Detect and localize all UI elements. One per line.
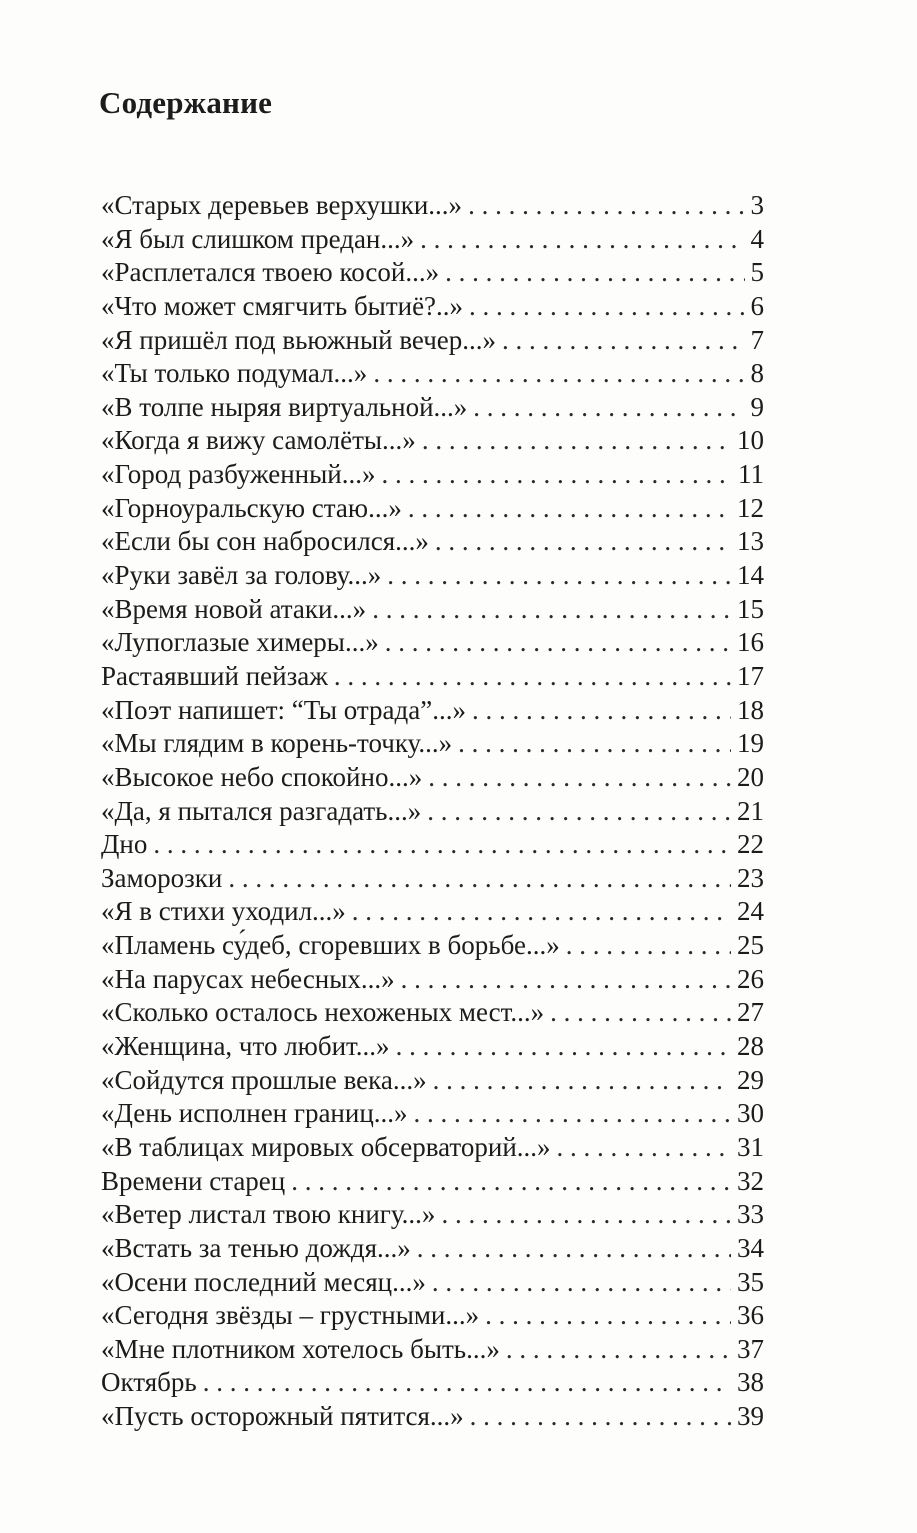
- dot-leader: [408, 492, 731, 526]
- dot-leader: [385, 626, 731, 660]
- toc-entry: [101, 996, 764, 1030]
- dot-leader: [153, 828, 731, 862]
- toc-entry: [101, 1131, 764, 1165]
- toc-entry: [101, 1097, 764, 1131]
- dot-leader: [557, 1131, 731, 1165]
- toc-entry: [101, 862, 764, 896]
- toc-entry-page-number: 16: [737, 627, 764, 658]
- dot-leader: [373, 357, 744, 391]
- toc-entry-title: «Встать за тенью дождя...»: [101, 1232, 411, 1263]
- toc-entry-title: «Я в стихи уходил...»: [101, 896, 346, 927]
- toc-entry-page-number: 25: [737, 930, 764, 961]
- toc-entry-page-number: 39: [737, 1401, 764, 1432]
- toc-entry-title: Заморозки: [101, 862, 223, 893]
- toc-entry-page-number: 22: [737, 829, 764, 860]
- toc-entry: [101, 1232, 764, 1266]
- toc-entry-title: Времени старец: [101, 1165, 286, 1196]
- dot-leader: [441, 1198, 731, 1232]
- dot-leader: [469, 290, 744, 324]
- toc-entry: [101, 1165, 764, 1199]
- dot-leader: [485, 1299, 731, 1333]
- toc-entry-page-number: 34: [737, 1232, 764, 1263]
- dot-leader: [428, 761, 731, 795]
- dot-leader: [445, 256, 744, 290]
- toc-entry-page-number: 33: [737, 1199, 764, 1230]
- toc-entry-page-number: 32: [737, 1165, 764, 1196]
- dot-leader: [420, 223, 744, 257]
- toc-entry-page-number: 6: [750, 290, 764, 321]
- dot-leader: [506, 1333, 731, 1367]
- toc-entry-page-number: 37: [737, 1333, 764, 1364]
- toc-entry: [101, 1400, 764, 1434]
- page-title: Содержание: [99, 85, 273, 120]
- toc-entry-title: «Пламень су́деб, сгоревших в борьбе...»: [101, 930, 560, 961]
- toc-entry: [101, 1299, 764, 1333]
- toc-entry: [101, 357, 764, 391]
- toc-entry-title: «Если бы сон набросился...»: [101, 526, 429, 557]
- dot-leader: [372, 593, 731, 627]
- dot-leader: [427, 795, 731, 829]
- toc-entry-page-number: 29: [737, 1064, 764, 1095]
- toc-entry-title: «В толпе ныряя виртуальной...»: [101, 391, 468, 422]
- toc-entry: [101, 727, 764, 761]
- toc-entry: [101, 1198, 764, 1232]
- toc-entry-page-number: 38: [737, 1367, 764, 1398]
- toc-entry-page-number: 36: [737, 1300, 764, 1331]
- toc-entry-page-number: 18: [737, 694, 764, 725]
- toc-entry-title: «Руки завёл за голову...»: [101, 560, 382, 591]
- toc-entry-title: «Когда я вижу самолёты...»: [101, 425, 416, 456]
- toc-entry-title: «Сегодня звёзды – грустными...»: [101, 1300, 480, 1331]
- toc-entry-page-number: 23: [737, 862, 764, 893]
- toc-entry-page-number: 8: [750, 358, 764, 389]
- toc-entry: [101, 895, 764, 929]
- toc-entry: [101, 1030, 764, 1064]
- toc-entry-page-number: 20: [737, 761, 764, 792]
- toc-entry-title: «Поэт напишет: “Ты отрада”...»: [101, 694, 467, 725]
- toc-entry-title: «Расплетался твоею косой...»: [101, 257, 440, 288]
- toc-entry-title: «Высокое небо спокойно...»: [101, 761, 423, 792]
- dot-leader: [417, 1232, 731, 1266]
- dot-leader: [203, 1366, 731, 1400]
- toc-entry: [101, 761, 764, 795]
- dot-leader: [432, 1266, 731, 1300]
- toc-entry-title: «В таблицах мировых обсерваторий...»: [101, 1131, 551, 1162]
- toc-entry-page-number: 11: [738, 459, 764, 490]
- toc-entry-title: «Время новой атаки...»: [101, 593, 367, 624]
- toc-entry-page-number: 21: [737, 795, 764, 826]
- toc-entry: [101, 324, 764, 358]
- toc-entry-title: «Я был слишком предан...»: [101, 223, 415, 254]
- toc-entry-page-number: 9: [750, 391, 764, 422]
- toc-entry-page-number: 17: [737, 660, 764, 691]
- toc-entry: [101, 593, 764, 627]
- dot-leader: [502, 324, 744, 358]
- toc-entry-page-number: 28: [737, 1031, 764, 1062]
- dot-leader: [291, 1165, 731, 1199]
- toc-entry-page-number: 10: [737, 425, 764, 456]
- toc-entry: [101, 626, 764, 660]
- toc-entry-page-number: 27: [737, 997, 764, 1028]
- toc-entry-title: Дно: [101, 829, 148, 860]
- dot-leader: [458, 727, 731, 761]
- toc-entry-page-number: 5: [750, 257, 764, 288]
- toc-entry-page-number: 13: [737, 526, 764, 557]
- dot-leader: [334, 660, 731, 694]
- dot-leader: [435, 525, 731, 559]
- toc-entry-page-number: 30: [737, 1098, 764, 1129]
- dot-leader: [381, 458, 732, 492]
- toc-entry-title: «Ты только подумал...»: [101, 358, 368, 389]
- toc-entry: [101, 963, 764, 997]
- toc-entry-page-number: 24: [737, 896, 764, 927]
- toc-entry: [101, 559, 764, 593]
- toc-entry: [101, 1064, 764, 1098]
- toc-entry: [101, 525, 764, 559]
- dot-leader: [473, 391, 744, 425]
- toc-entry-title: «Что может смягчить бытиё?..»: [101, 290, 464, 321]
- dot-leader: [550, 996, 731, 1030]
- dot-leader: [470, 1400, 731, 1434]
- toc-entry-title: «Да, я пытался разгадать...»: [101, 795, 422, 826]
- dot-leader: [387, 559, 731, 593]
- toc-entry-page-number: 31: [737, 1131, 764, 1162]
- toc-entry-title: «Старых деревьев верхушки...»: [101, 190, 463, 220]
- toc-entry-title: «Сойдутся прошлые века...»: [101, 1064, 427, 1095]
- toc-entry-title: «Пусть осторожный пятится...»: [101, 1401, 464, 1432]
- toc-entry: [101, 223, 764, 257]
- toc-entry-title: «Горноуральскую стаю...»: [101, 492, 402, 523]
- toc-entry-page-number: 14: [737, 560, 764, 591]
- toc-entry-title: Октябрь: [101, 1367, 197, 1398]
- dot-leader: [433, 1064, 731, 1098]
- toc-entry-page-number: 7: [750, 324, 764, 355]
- toc-entry-title: «Ветер листал твою книгу...»: [101, 1199, 436, 1230]
- toc-entry: [101, 458, 764, 492]
- toc-entry-page-number: 3: [750, 190, 764, 220]
- toc-entry: [101, 189, 764, 223]
- toc-entry: [101, 391, 764, 425]
- toc-entry: [101, 1266, 764, 1300]
- toc-entry: [101, 795, 764, 829]
- dot-leader: [468, 189, 744, 223]
- table-of-contents: [101, 189, 764, 1434]
- toc-entry: [101, 424, 764, 458]
- dot-leader: [401, 963, 731, 997]
- dot-leader: [472, 694, 731, 728]
- toc-entry-page-number: 26: [737, 963, 764, 994]
- dot-leader: [228, 862, 731, 896]
- dot-leader: [396, 1030, 731, 1064]
- toc-entry-title: «Мне плотником хотелось быть...»: [101, 1333, 500, 1364]
- toc-entry-title: «Сколько осталось нехоженых мест...»: [101, 997, 545, 1028]
- toc-entry-page-number: 19: [737, 728, 764, 759]
- toc-entry-title: «Мы глядим в корень-точку...»: [101, 728, 453, 759]
- toc-entry-title: «День исполнен границ...»: [101, 1098, 408, 1129]
- toc-entry: [101, 1333, 764, 1367]
- toc-entry: [101, 929, 764, 963]
- toc-entry: [101, 492, 764, 526]
- toc-entry-title: «Город разбуженный...»: [101, 459, 376, 490]
- dot-leader: [422, 424, 731, 458]
- toc-entry-page-number: 12: [737, 492, 764, 523]
- dot-leader: [414, 1097, 731, 1131]
- toc-entry-page-number: 4: [750, 223, 764, 254]
- toc-entry: [101, 660, 764, 694]
- toc-entry-title: «Осени последний месяц...»: [101, 1266, 426, 1297]
- toc-entry-title: «На парусах небесных...»: [101, 963, 395, 994]
- toc-entry: [101, 290, 764, 324]
- toc-entry-title: «Женщина, что любит...»: [101, 1031, 390, 1062]
- toc-entry-title: Растаявший пейзаж: [101, 660, 328, 691]
- toc-entry: [101, 1366, 764, 1400]
- toc-entry-page-number: 35: [737, 1266, 764, 1297]
- toc-entry: [101, 256, 764, 290]
- toc-entry: [101, 694, 764, 728]
- toc-entry: [101, 828, 764, 862]
- toc-entry-page-number: 15: [737, 593, 764, 624]
- dot-leader: [566, 929, 731, 963]
- dot-leader: [352, 895, 731, 929]
- toc-entry-title: «Лупоглазые химеры...»: [101, 627, 379, 658]
- toc-entry-title: «Я пришёл под вьюжный вечер...»: [101, 324, 497, 355]
